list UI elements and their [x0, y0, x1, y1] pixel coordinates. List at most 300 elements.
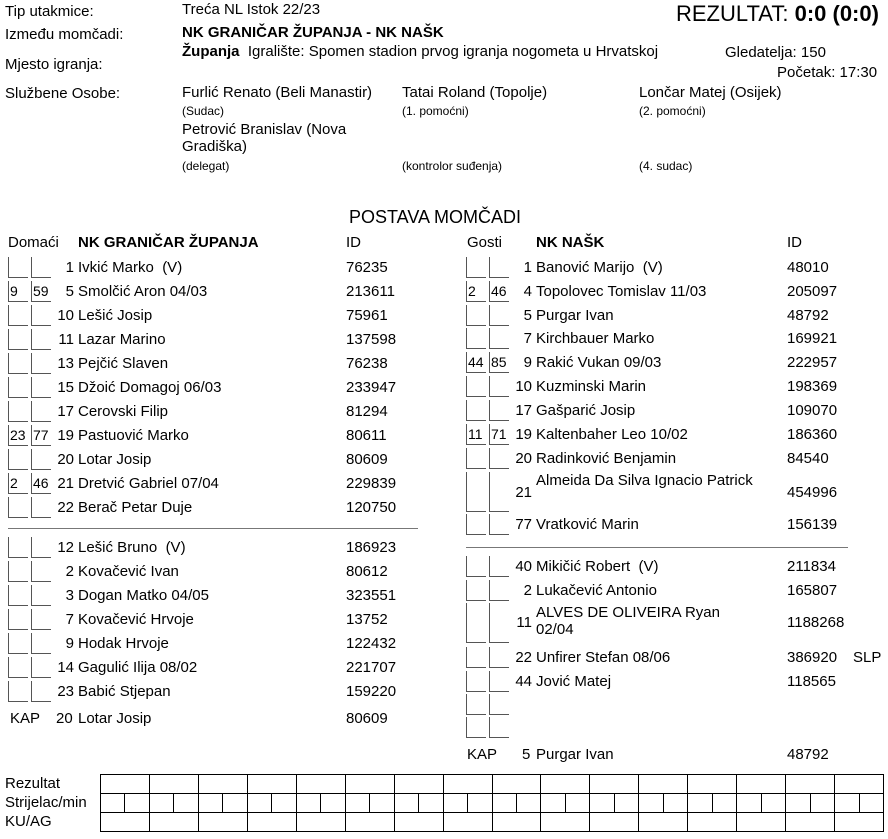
grid-cell[interactable]: [443, 813, 492, 832]
venue-ground: Igralište: Spomen stadion prvog igranja nogometa u Hrvatskoj: [247, 43, 659, 60]
official-role: (4. sudac): [639, 159, 693, 173]
player-name-text: Rakić Vukan 09/03: [536, 354, 662, 371]
grid-cell[interactable]: [272, 794, 296, 813]
player-id: 169921: [787, 330, 838, 347]
player-note: SLP: [853, 649, 882, 666]
player-name: [536, 472, 761, 489]
grid-cell[interactable]: [639, 813, 688, 832]
player-number: 17: [57, 403, 74, 420]
grid-cell[interactable]: [786, 775, 835, 794]
player-id: 156139: [787, 516, 838, 533]
grid-cell[interactable]: [101, 775, 150, 794]
player-name-text: Lotar Josip: [78, 451, 152, 468]
player-id: 80609: [346, 451, 388, 468]
minute-box[interactable]: 2: [466, 281, 486, 302]
minute-box[interactable]: 77: [31, 425, 51, 446]
grid-cell[interactable]: [663, 794, 687, 813]
minute-box[interactable]: [466, 514, 486, 535]
grid-cell[interactable]: [737, 794, 761, 813]
minute-box[interactable]: [466, 448, 486, 469]
grid-cell[interactable]: [590, 813, 639, 832]
minute-box[interactable]: 85: [489, 352, 509, 373]
grid-cell[interactable]: [492, 813, 541, 832]
grid-cell[interactable]: [149, 794, 173, 813]
minute-box[interactable]: [466, 694, 486, 715]
grid-cell[interactable]: [810, 794, 834, 813]
player-number: 15: [57, 379, 74, 396]
player-name-text: Lukačević Antonio: [536, 582, 657, 599]
grid-cell[interactable]: [247, 794, 271, 813]
player-id: 222957: [787, 354, 838, 371]
player-name: [78, 475, 227, 492]
result: [676, 1, 879, 27]
player-name: [78, 611, 202, 628]
grid-cell[interactable]: [419, 794, 443, 813]
player-name-text: Ivkić Marko: [78, 259, 154, 276]
player-name: [78, 539, 186, 556]
player-number: 1: [65, 259, 74, 276]
minute-box[interactable]: 23: [8, 425, 28, 446]
kickoff: Početak: 17:30: [777, 64, 878, 81]
player-name: 02/04: [536, 621, 574, 638]
home-captain-name: Lotar Josip: [78, 710, 152, 727]
player-name: [78, 307, 161, 324]
player-id: 454996: [787, 484, 838, 501]
grid-cell[interactable]: [296, 794, 320, 813]
player-tag: (V): [162, 259, 183, 276]
player-number: 7: [523, 330, 532, 347]
minute-box[interactable]: [466, 305, 486, 326]
player-name-text: Purgar Ivan: [536, 307, 614, 324]
venue-town: Županja: [182, 43, 240, 60]
player-name-text: Kuzminski Marin: [536, 378, 647, 395]
player-number: 5: [65, 283, 74, 300]
player-id: 213611: [346, 283, 395, 300]
player-number: 11: [58, 331, 74, 348]
label-venue: Mjesto igranja:: [5, 56, 103, 73]
grid-cell[interactable]: [639, 794, 663, 813]
player-id: 76238: [346, 355, 388, 372]
minute-box[interactable]: [8, 353, 28, 374]
player-number: 11: [516, 614, 532, 631]
home-captain-label: KAP: [10, 710, 41, 727]
player-name: [536, 582, 665, 599]
grid-cell[interactable]: [614, 794, 638, 813]
away-captain-label: KAP: [467, 746, 498, 763]
grid-cell[interactable]: [516, 794, 540, 813]
player-name-text: Topolovec Tomislav 11/03: [536, 283, 707, 300]
home-divider: [8, 528, 418, 529]
minute-box[interactable]: [466, 328, 486, 349]
score-grid-table: [100, 812, 884, 832]
player-id: 233947: [346, 379, 397, 396]
grid-cell[interactable]: [835, 813, 884, 832]
player-number: 2: [523, 582, 532, 599]
minute-box[interactable]: 59: [31, 281, 51, 302]
player-name: [78, 379, 230, 396]
player-name-text: Pastuović Marko: [78, 427, 189, 444]
player-id: 137598: [346, 331, 397, 348]
player-number: 1: [523, 259, 532, 276]
grid-cell[interactable]: [541, 813, 590, 832]
minute-box[interactable]: [466, 717, 486, 738]
player-name-text: Babić Stjepan: [78, 683, 171, 700]
player-number: 19: [57, 427, 74, 444]
player-name: [536, 259, 663, 276]
minute-box[interactable]: 46: [489, 281, 509, 302]
player-name-text: Džoić Domagoj 06/03: [78, 379, 222, 396]
player-id: 386920: [787, 649, 838, 666]
grid-cell[interactable]: [786, 813, 835, 832]
player-name-text: Cerovski Filip: [78, 403, 169, 420]
minute-box[interactable]: [8, 681, 28, 702]
grid-cell[interactable]: [688, 794, 712, 813]
grid-cell[interactable]: [223, 794, 247, 813]
grid-cell[interactable]: [786, 794, 810, 813]
venue-line: [182, 43, 658, 60]
grid-cell[interactable]: [737, 813, 786, 832]
minute-box[interactable]: 46: [31, 473, 51, 494]
minute-box[interactable]: [489, 694, 509, 715]
player-name-text: Almeida Da Silva Ignacio Patrick: [536, 472, 753, 489]
player-name-text: Lazar Marino: [78, 331, 166, 348]
minute-box[interactable]: [466, 556, 486, 577]
away-divider: [466, 547, 848, 548]
player-name: [78, 659, 206, 676]
official-name: Furlić Renato (Beli Manastir): [182, 84, 373, 101]
grid-cell[interactable]: [321, 794, 345, 813]
label-teams: Između momčadi:: [5, 26, 124, 43]
player-id: 198369: [787, 378, 838, 395]
player-name-text: Dretvić Gabriel 07/04: [78, 475, 219, 492]
label-kuag-row: KU/AG: [5, 813, 52, 830]
grid-cell[interactable]: [737, 775, 786, 794]
player-name: [536, 426, 696, 443]
player-name: [536, 450, 684, 467]
minute-box[interactable]: [466, 472, 486, 512]
score-grid-table: [100, 774, 884, 794]
minute-box[interactable]: [466, 647, 486, 668]
official-name: Tatai Roland (Topolje): [402, 84, 548, 101]
minute-box[interactable]: [8, 305, 28, 326]
player-id: 211834: [787, 558, 836, 575]
away-captain-no: 5: [522, 746, 531, 763]
home-id-header: ID: [346, 234, 361, 251]
minute-box[interactable]: 71: [489, 424, 509, 445]
player-number: 22: [515, 649, 532, 666]
player-id: 120750: [346, 499, 397, 516]
player-name: [78, 355, 176, 372]
player-number: 40: [515, 558, 532, 575]
player-name-text: Jović Matej: [536, 673, 612, 690]
label-match-type: Tip utakmice:: [5, 3, 94, 20]
player-name: [536, 516, 647, 533]
grid-cell[interactable]: [712, 794, 736, 813]
player-id: 186923: [346, 539, 397, 556]
attendance: Gledatelja: 150: [725, 44, 826, 61]
player-id: 205097: [787, 283, 838, 300]
player-id: 76235: [346, 259, 388, 276]
player-id: 80612: [346, 563, 388, 580]
grid-cell[interactable]: [370, 794, 394, 813]
player-name-text: Smolčić Aron 04/03: [78, 283, 208, 300]
player-tag: (V): [165, 539, 186, 556]
player-number: 10: [515, 378, 532, 395]
official-role: (2. pomoćni): [639, 104, 706, 118]
away-id-header: ID: [787, 234, 802, 251]
player-id: 186360: [787, 426, 838, 443]
player-number: 10: [57, 307, 74, 324]
grid-row: [101, 794, 884, 813]
grid-cell[interactable]: [590, 775, 639, 794]
label-scorer-row: Strijelac/min: [5, 794, 87, 811]
player-name-text: Gagulić Ilija 08/02: [78, 659, 198, 676]
grid-cell[interactable]: [296, 775, 345, 794]
minute-box[interactable]: [8, 377, 28, 398]
player-tag: (V): [638, 558, 659, 575]
player-name: [78, 427, 197, 444]
player-name: [78, 283, 216, 300]
minute-box[interactable]: [8, 609, 28, 630]
grid-cell[interactable]: [835, 775, 884, 794]
player-id: 159220: [346, 683, 397, 700]
player-name: [536, 354, 670, 371]
home-label: Domaći: [8, 234, 59, 251]
player-name-text: Lešić Josip: [78, 307, 153, 324]
player-name-text: Vratković Marin: [536, 516, 639, 533]
grid-cell[interactable]: [468, 794, 492, 813]
grid-cell[interactable]: [859, 794, 883, 813]
player-name-text: Unfirer Stefan 08/06: [536, 649, 671, 666]
minute-box[interactable]: 44: [466, 352, 486, 373]
official-role: (delegat): [182, 159, 230, 173]
player-id: 122432: [346, 635, 397, 652]
grid-cell[interactable]: [149, 775, 198, 794]
player-number: 3: [65, 587, 74, 604]
player-name: [78, 499, 201, 516]
minute-box[interactable]: [466, 580, 486, 601]
grid-cell[interactable]: [394, 775, 443, 794]
player-number: 20: [515, 450, 532, 467]
player-id: 229839: [346, 475, 397, 492]
grid-cell[interactable]: [247, 813, 296, 832]
player-number: 5: [523, 307, 532, 324]
player-number: 22: [57, 499, 74, 516]
grid-cell[interactable]: [835, 794, 859, 813]
player-id: 221707: [346, 659, 397, 676]
home-captain-id: 80609: [346, 710, 388, 727]
player-number: 14: [57, 659, 74, 676]
player-name: [536, 378, 654, 395]
minute-box[interactable]: 11: [466, 424, 486, 445]
grid-cell[interactable]: [443, 775, 492, 794]
home-team-name: NK GRANIČAR ŽUPANJA: [78, 234, 259, 251]
player-name-text: Kaltenbaher Leo 10/02: [536, 426, 688, 443]
grid-cell[interactable]: [198, 794, 222, 813]
minute-box[interactable]: [8, 497, 28, 518]
grid-cell[interactable]: [101, 794, 125, 813]
grid-cell[interactable]: [639, 775, 688, 794]
grid-cell[interactable]: [590, 794, 614, 813]
player-name-text: Banović Marijo: [536, 259, 635, 276]
grid-cell[interactable]: [394, 794, 418, 813]
player-name: [78, 635, 177, 652]
player-number: 23: [57, 683, 74, 700]
player-id: 80611: [346, 427, 387, 444]
player-name-text: Mikičić Robert: [536, 558, 631, 575]
player-name-text: Lešić Bruno: [78, 539, 158, 556]
match-teams: NK GRANIČAR ŽUPANJA - NK NAŠK: [182, 24, 444, 41]
minute-box[interactable]: [8, 449, 28, 470]
minute-box[interactable]: [8, 257, 28, 278]
player-number: 20: [57, 451, 74, 468]
player-id: 48010: [787, 259, 829, 276]
result-label: REZULTAT:: [676, 1, 789, 26]
player-name: [78, 451, 160, 468]
player-number: 4: [523, 283, 532, 300]
player-name: [536, 330, 663, 347]
player-name: [78, 259, 182, 276]
player-name-text: Kovačević Ivan: [78, 563, 179, 580]
player-number: 17: [515, 402, 532, 419]
minute-box[interactable]: [8, 585, 28, 606]
away-label: Gosti: [467, 234, 503, 251]
grid-cell[interactable]: [345, 813, 394, 832]
player-name: [78, 587, 217, 604]
minute-box[interactable]: [8, 633, 28, 654]
grid-cell[interactable]: [761, 794, 785, 813]
lineup-title: POSTAVA MOMČADI: [349, 207, 522, 227]
player-name-text: Kirchbauer Marko: [536, 330, 655, 347]
minute-box[interactable]: [8, 561, 28, 582]
player-name: [78, 331, 174, 348]
grid-cell[interactable]: [492, 775, 541, 794]
player-id: 165807: [787, 582, 838, 599]
grid-cell[interactable]: [345, 794, 369, 813]
grid-cell[interactable]: [443, 794, 467, 813]
player-name: ALVES DE OLIVEIRA Ryan: [536, 604, 720, 621]
grid-cell[interactable]: [541, 794, 565, 813]
player-id: 84540: [787, 450, 829, 467]
player-name: [536, 402, 644, 419]
minute-box[interactable]: 9: [8, 281, 28, 302]
player-name-text: Gašparić Josip: [536, 402, 636, 419]
match-type: Treća NL Istok 22/23: [182, 1, 321, 18]
result-value: 0:0 (0:0): [794, 1, 879, 26]
grid-cell[interactable]: [394, 813, 443, 832]
player-tag: (V): [642, 259, 663, 276]
player-number: 9: [65, 635, 74, 652]
player-name: [78, 403, 176, 420]
player-id: 1188268: [787, 614, 845, 631]
player-name-text: Radinković Benjamin: [536, 450, 677, 467]
player-number: 44: [515, 673, 532, 690]
minute-box[interactable]: [8, 401, 28, 422]
minute-box[interactable]: [8, 537, 28, 558]
player-id: 323551: [346, 587, 397, 604]
player-id: 75961: [346, 307, 388, 324]
player-number: 12: [57, 539, 74, 556]
grid-cell[interactable]: [565, 794, 589, 813]
player-number: 21: [515, 484, 532, 501]
player-name: [536, 558, 659, 575]
player-name: [536, 307, 622, 324]
grid-cell[interactable]: [345, 775, 394, 794]
player-number: 77: [515, 516, 532, 533]
player-id: 109070: [787, 402, 838, 419]
player-name: [536, 283, 715, 300]
minute-box[interactable]: [466, 257, 486, 278]
official-name: Gradiška): [182, 138, 248, 155]
player-name-text: Kovačević Hrvoje: [78, 611, 194, 628]
grid-cell[interactable]: [688, 775, 737, 794]
official-role: (Sudac): [182, 104, 225, 118]
minute-box[interactable]: [489, 717, 509, 738]
grid-cell[interactable]: [174, 794, 198, 813]
player-name-text: Berač Petar Duje: [78, 499, 193, 516]
official-role: (1. pomoćni): [402, 104, 469, 118]
away-captain-name: Purgar Ivan: [536, 746, 614, 763]
player-name-text: Hodak Hrvoje: [78, 635, 169, 652]
grid-cell[interactable]: [149, 813, 198, 832]
grid-cell[interactable]: [541, 775, 590, 794]
away-captain-id: 48792: [787, 746, 829, 763]
player-number: 2: [65, 563, 74, 580]
official-role: (kontrolor suđenja): [402, 159, 503, 173]
grid-cell[interactable]: [198, 813, 247, 832]
grid-cell[interactable]: [688, 813, 737, 832]
player-number: 19: [515, 426, 532, 443]
player-number: 21: [57, 475, 74, 492]
player-number: 9: [523, 354, 532, 371]
grid-cell[interactable]: [492, 794, 516, 813]
minute-box[interactable]: [8, 329, 28, 350]
official-name: Lončar Matej (Osijek): [639, 84, 782, 101]
home-captain-no: 20: [56, 710, 73, 727]
player-id: 13752: [346, 611, 388, 628]
label-officials: Službene Osobe:: [5, 85, 121, 102]
player-name: [536, 673, 619, 690]
minute-box[interactable]: [466, 376, 486, 397]
score-grid-table: [100, 793, 884, 813]
player-number: 13: [57, 355, 74, 372]
label-result-row: Rezultat: [5, 775, 61, 792]
grid-cell[interactable]: [247, 775, 296, 794]
grid-cell[interactable]: [125, 794, 149, 813]
player-id: 48792: [787, 307, 829, 324]
minute-box[interactable]: 2: [8, 473, 28, 494]
grid-row: [101, 813, 884, 832]
grid-cell[interactable]: [296, 813, 345, 832]
minute-box[interactable]: [466, 603, 486, 643]
player-name-text: Pejčić Slaven: [78, 355, 169, 372]
official-name: Petrović Branislav (Nova: [182, 121, 347, 138]
player-number: 7: [65, 611, 74, 628]
player-name: [536, 649, 679, 666]
minute-box[interactable]: [466, 400, 486, 421]
player-name: [78, 683, 179, 700]
grid-cell[interactable]: [101, 813, 150, 832]
grid-row: [101, 775, 884, 794]
player-name: [78, 563, 187, 580]
minute-box[interactable]: [8, 657, 28, 678]
minute-box[interactable]: [466, 671, 486, 692]
grid-cell[interactable]: [198, 775, 247, 794]
away-team-name: NK NAŠK: [536, 234, 605, 251]
player-name-text: Dogan Matko 04/05: [78, 587, 209, 604]
player-id: 81294: [346, 403, 388, 420]
player-id: 118565: [787, 673, 836, 690]
